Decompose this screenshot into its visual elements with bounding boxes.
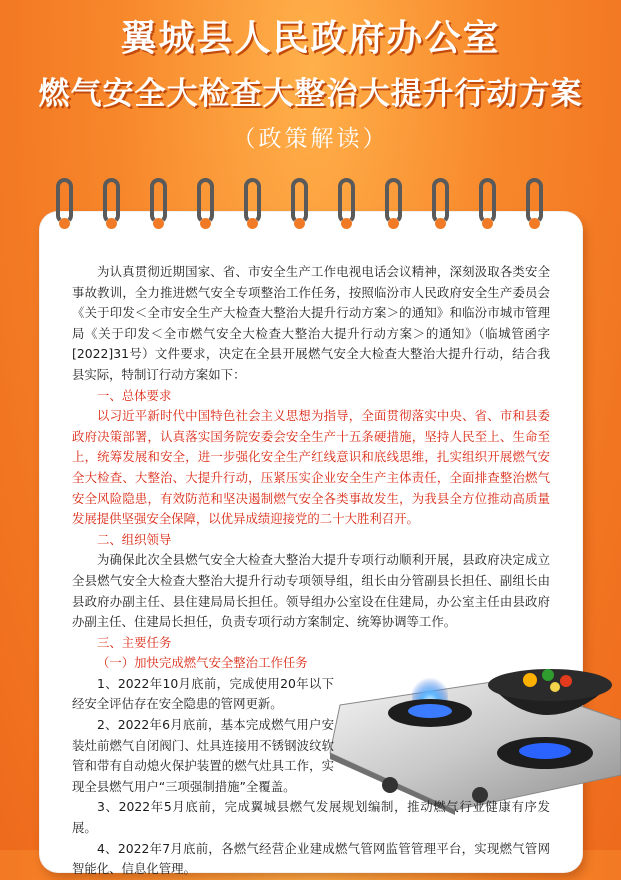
binder-ring: [103, 178, 120, 232]
binder-ring: [150, 178, 167, 232]
document-body: [72, 262, 550, 880]
section-paragraph: 以习近平新时代中国特色社会主义思想为指导，全面贯彻落实中央、省、市和县委政府决策部署，认真落实国务院安委会安全生产十五条硬措施，坚持人民至上、生命至上，统筹发展和安全，进一步强化安全生产红线意识和底线思维，扎实组织开展燃气安全大检查、大整治、大提升行动，压紧压实企业安全生产主体责任，全面排查整治燃气安全风险隐患，有效防范和坚决遏制燃气安全各类事故发生，为我县全方位推动高质量发展提供坚强安全保障，以优异成绩迎接党的二十大胜利召开。: [72, 408, 550, 527]
task-item: 4、2022年7月底前，各燃气经营企业建成燃气管网监管管理平台，实现燃气管网智能化、信息化管理。: [72, 840, 550, 877]
binder-ring: [432, 178, 449, 232]
binder-ring: [526, 178, 543, 232]
binder-ring: [338, 178, 355, 232]
binder-ring: [56, 178, 73, 232]
subtitle: （政策解读）: [232, 126, 389, 152]
subsection-heading: （一）加快完成燃气安全整治工作任务: [97, 655, 308, 671]
binder-ring: [479, 178, 496, 232]
intro-paragraph: 为认真贯彻近期国家、省、市安全生产工作电视电话会议精神，深刻汲取各类安全事故教训，全力推进燃气安全专项整治工作任务，按照临汾市人民政府安全生产委员会《关于印发＜全市安全生产大检查大整治大提升行动方案＞的通知》和临汾市城市管理局《关于印发＜全市燃气安全大检查大整治大提升行动方案＞的通知》（临城管函字[2022]31号）文件要求，决定在全县开展燃气安全大检查大整治大提升行动，结合我县实际，特制订行动方案如下：: [72, 264, 550, 382]
title-line2: 燃气安全大检查大整治大提升行动方案: [38, 76, 583, 112]
section-heading: 三、主要任务: [97, 634, 172, 650]
section-heading: 二、组织领导: [97, 531, 172, 547]
task-item: 2、2022年6月底前，基本完成燃气用户安装灶前燃气自闭阀门、灶具连接用不锈钢波纹软管和带有自动熄火保护装置的燃气灶具工作，实现全县燃气用户“三项强制措施”全覆盖。: [72, 717, 334, 794]
task-item: 3、2022年5月底前，完成翼城县燃气发展规划编制，推动燃气行业健康有序发展。: [72, 799, 550, 836]
section-paragraph: 为确保此次全县燃气安全大检查大整治大提升专项行动顺利开展，县政府决定成立全县燃气安全大检查大整治大提升行动专项领导组，组长由分管副县长担任、副组长由县政府办副主任、县住建局局长担任。领导组办公室设在住建局，办公室主任由县政府办副主任、住建局长担任，负责专项行动方案制定、统筹协调等工作。: [72, 552, 550, 630]
task-item: 1、2022年10月底前，完成使用20年以下经安全评估存在安全隐患的管网更新。: [72, 675, 334, 712]
title-line1: 翼城县人民政府办公室: [120, 18, 501, 59]
binder-ring: [385, 178, 402, 232]
binder-ring: [197, 178, 214, 232]
notepad-binding-rings: [56, 178, 576, 240]
binder-ring: [244, 178, 261, 232]
binder-ring: [291, 178, 308, 232]
section-heading: 一、总体要求: [97, 387, 172, 403]
